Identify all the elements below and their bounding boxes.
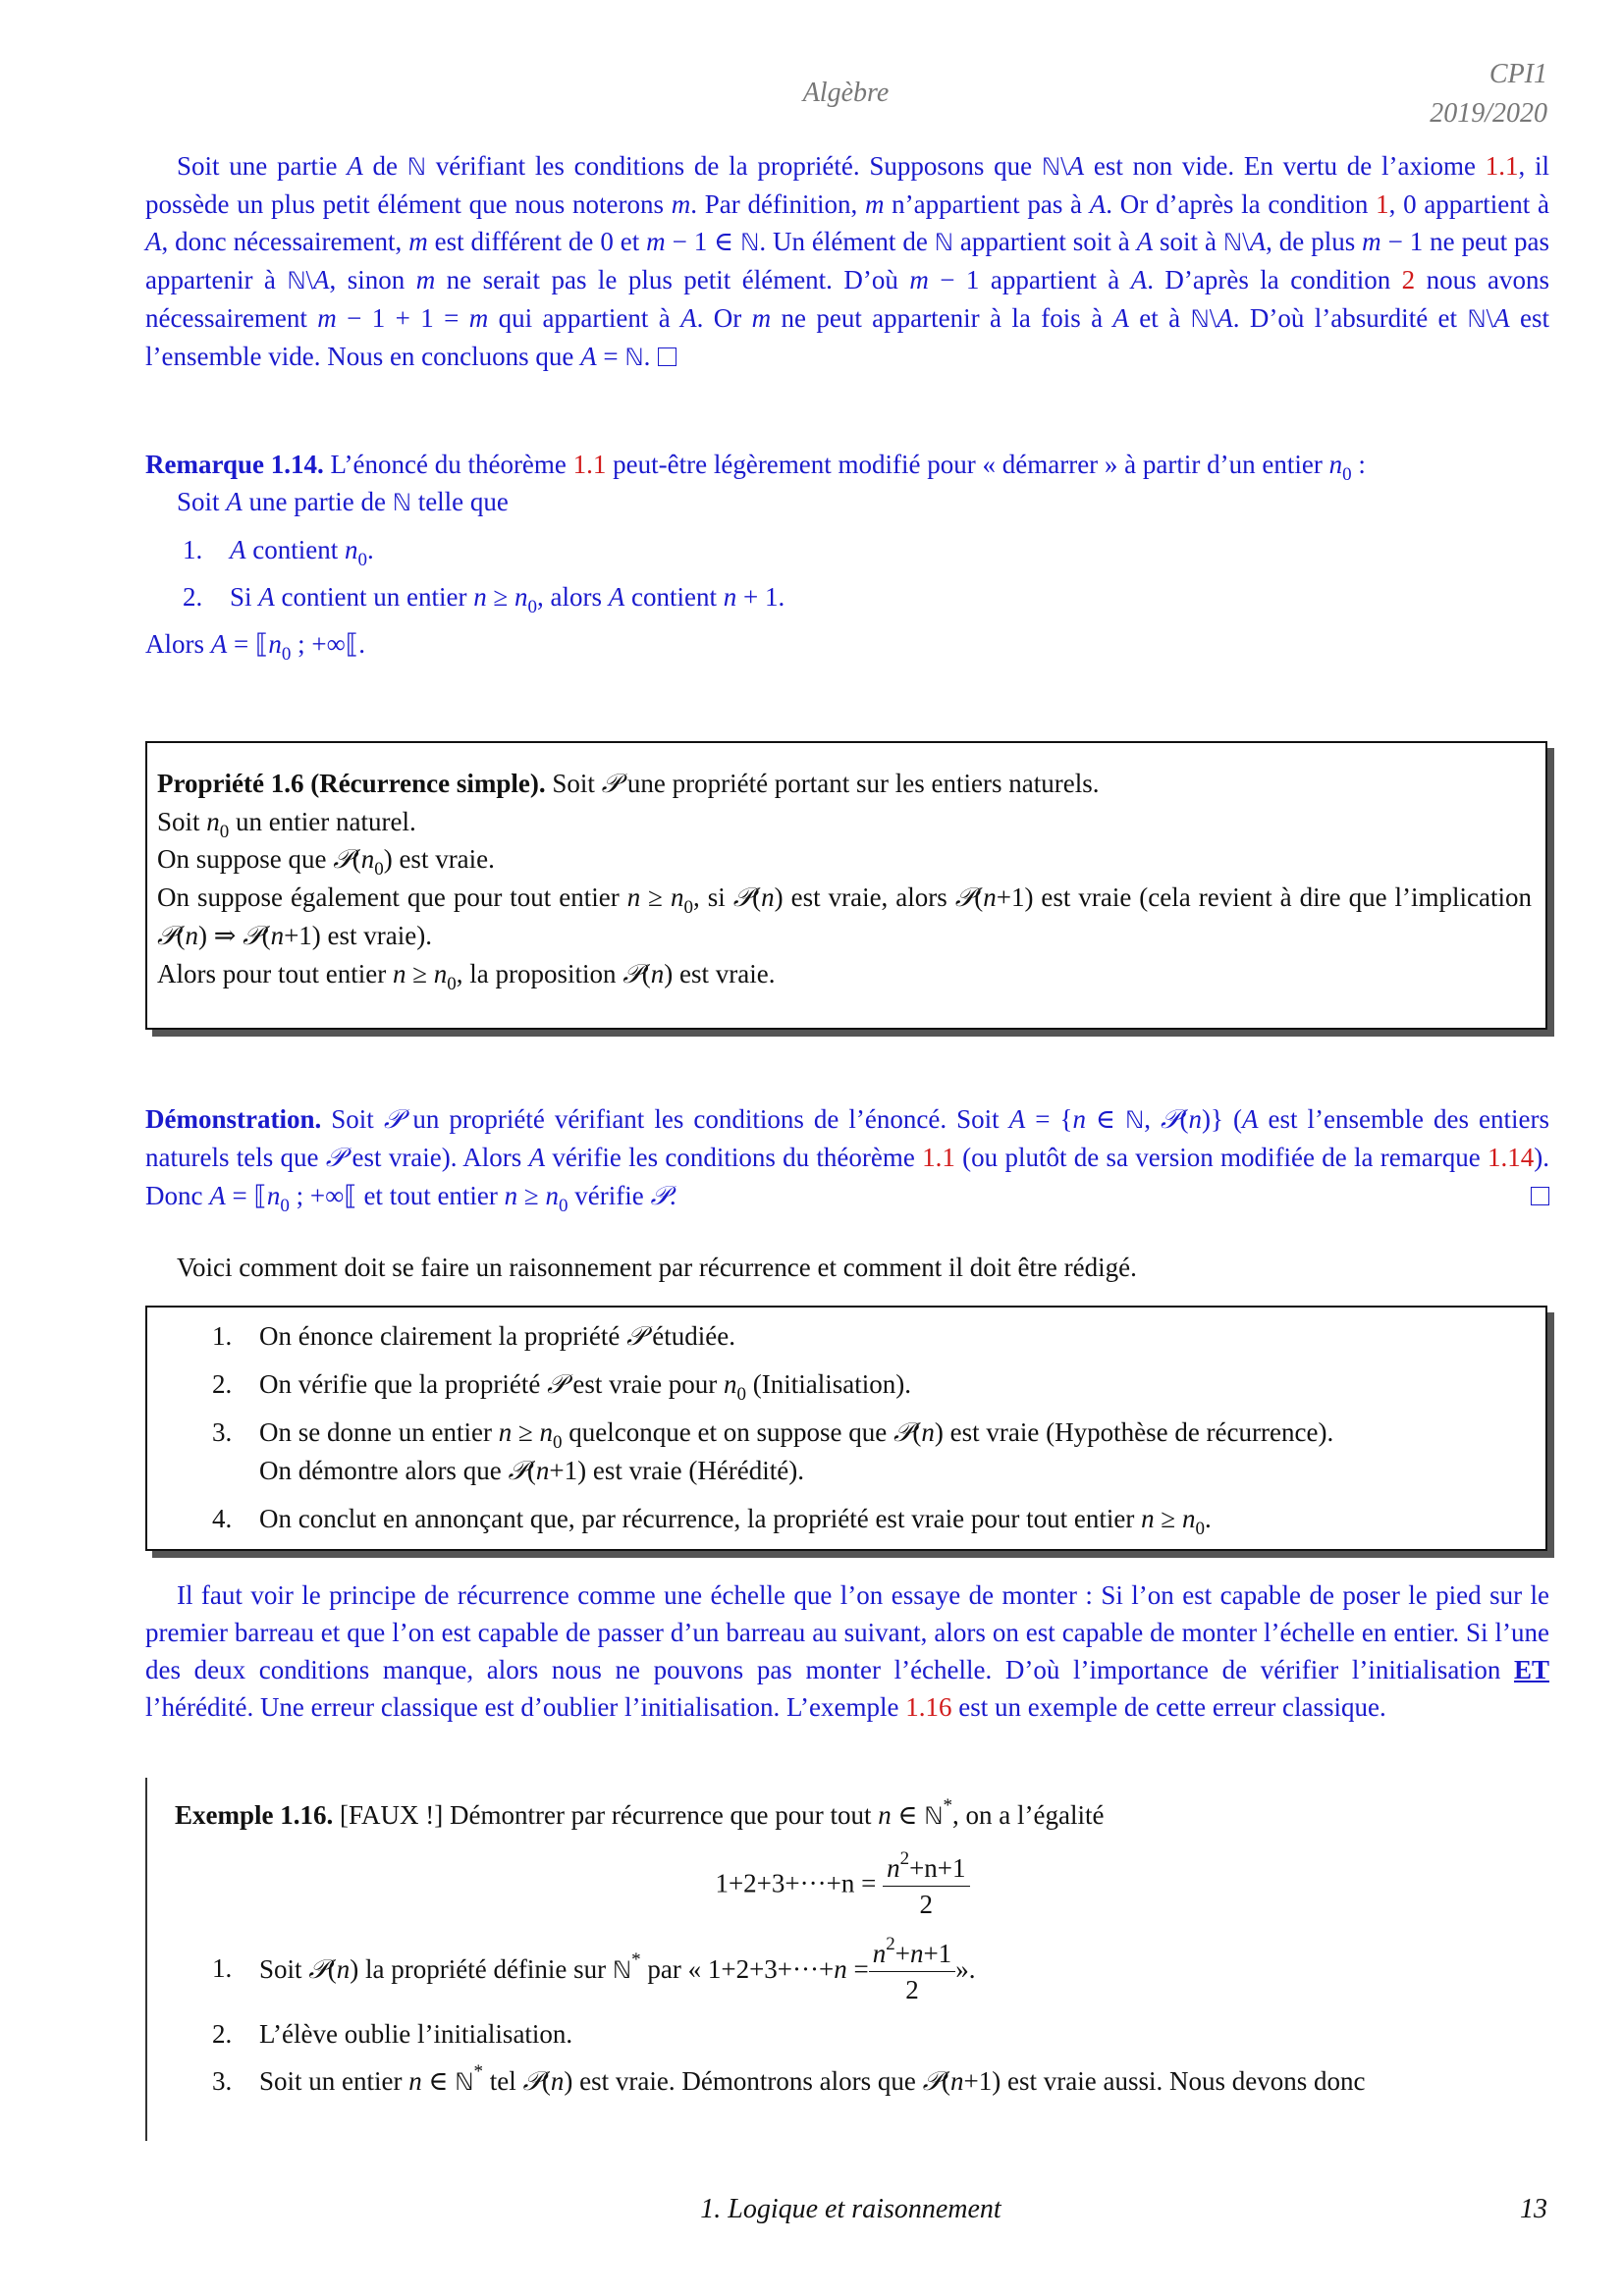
- demo-title: Démonstration.: [145, 1104, 322, 1134]
- remark-block: Remarque 1.14. L’énoncé du théorème 1.1 peut-être légèrement modifié pour « démarrer » à partir d’un entier $n_0$ : Soit A une partie de ℕ telle que 1. A contient $n_0$. 2. Si A contient un entier $n \ge n_0$, alors A contient n + 1. Alors $A = ⟦n_0$ ; +∞⟦.: [145, 446, 1549, 663]
- list-item: 3. Soit un entier n ∈ ℕ* tel 𝒫(n) est vraie. Démontrons alors que 𝒫(n+1) est vraie aussi. Nous devons donc: [212, 2061, 1366, 2097]
- list-item: 3. On se donne un entier $n \ge n_0$ quelconque et on suppose que 𝒫(n) est vraie (Hypothèse de récurrence). On démontre alors que 𝒫(n+1) est vraie (Hérédité).: [212, 1417, 1334, 1486]
- ref-theorem[interactable]: 1.1: [572, 450, 607, 479]
- ref-condition-1[interactable]: 1: [1376, 189, 1389, 219]
- property-box: Propriété 1.6 (Récurrence simple). Soit 𝒫 une propriété portant sur les entiers naturels. Soit $n_0$ un entier naturel. On suppose que $𝒫(n_0)$ est vraie. On suppose également que pour tout entier $n \ge n_0$, si 𝒫(n) est vraie, alors 𝒫(n+1) est vraie (cela revient à dire que l’implication 𝒫(n) ⇒ 𝒫(n+1) est vraie). Alors pour tout entier $n \ge n_0$, la proposition 𝒫(n) est vraie.: [145, 741, 1547, 1030]
- ref-condition-2[interactable]: 2: [1401, 265, 1416, 294]
- ref-axiom[interactable]: 1.1: [1485, 151, 1519, 181]
- header-year: 2019/2020: [1430, 98, 1547, 129]
- list-item: 2. On vérifie que la propriété 𝒫 est vraie pour $n_0$ (Initialisation).: [212, 1369, 912, 1405]
- header-course-block: [1430, 55, 1547, 133]
- example-title: Exemple 1.16.: [175, 1800, 334, 1830]
- ref-theorem-1-1[interactable]: 1.1: [922, 1143, 955, 1172]
- example-block: Exemple 1.16. [FAUX !] Démontrer par récurrence que pour tout n ∈ ℕ*, on a l’égalité 1+2+3+···+n = $\frac{n^2+n+1}{2}$ 1. Soit 𝒫(n) la propriété définie sur ℕ* par « 1+2+3+···+n = $\frac{n^2+n+1}{2}$ ». 2. L’élève oublie l’initialisation. 3. Soit un entier n ∈ ℕ* tel 𝒫(n) est vraie. Démontrons alors que 𝒫(n+1) est vraie aussi. Nous devons donc: [175, 1796, 1549, 2101]
- demonstration-block: Démonstration. Soit 𝒫 un propriété vérifiant les conditions de l’énoncé. Soit A = {n ∈ ℕ, 𝒫(n)} (A est l’ensemble des entiers naturels tels que 𝒫 est vraie). Alors A vérifie les conditions du théorème 1.1 (ou plutôt de sa version modifiée de la remarque 1.14). Donc $A = ⟦n_0$ ; +∞⟦ et tout entier $n \ge n_0$ vérifie 𝒫.: [145, 1104, 1550, 1216]
- qed-box-icon: [1531, 1187, 1549, 1205]
- list-item: 1. On énonce clairement la propriété 𝒫 étudiée.: [212, 1321, 736, 1352]
- ref-example-1-16[interactable]: 1.16: [905, 1692, 952, 1722]
- list-item: 2. Si A contient un entier $n \ge n_0$, alors A contient n + 1.: [183, 582, 785, 617]
- header-course: CPI1: [1488, 59, 1547, 89]
- howto-box: [145, 1306, 1547, 1551]
- qed-box-icon: [658, 347, 676, 366]
- example-left-rule: [145, 1778, 147, 2141]
- list-item: 1. A contient $n_0$.: [183, 535, 374, 570]
- remark-title: Remarque 1.14.: [145, 450, 324, 479]
- footer-chapter: 1. Logique et raisonnement: [700, 2194, 1001, 2224]
- property-title: Propriété 1.6 (Récurrence simple).: [157, 769, 546, 798]
- proof-paragraph: Soit une partie A de ℕ vérifiant les conditions de la propriété. Supposons que ℕ\A est non vide. En vertu de l’axiome 1.1, il possède un plus petit élément que nous noterons m. Par définition, m n’appartient pas à A. Or d’après la condition 1, 0 appartient à A, donc nécessairement, m est différent de 0 et m − 1 ∈ ℕ. Un élément de ℕ appartient soit à A soit à ℕ\A, de plus m − 1 ne peut pas appartenir à ℕ\A, sinon m ne serait pas le plus petit élément. D’où m − 1 appartient à A. D’après la condition 2 nous avons nécessairement m − 1 + 1 = m qui appartient à A. Or m ne peut appartenir à la fois à A et à ℕ\A. D’où l’absurdité et ℕ\A est l’ensemble vide. Nous en concluons que A = ℕ.: [145, 151, 1550, 371]
- list-item: 2. L’élève oublie l’initialisation.: [212, 2019, 573, 2049]
- ladder-paragraph: Il faut voir le principe de récurrence comme une échelle que l’on essaye de monter : Si l’on est capable de poser le pied sur le premier barreau et que l’on est capable de passer d’un barreau au suivant, alors on est capable de monter l’échelle en entier. Si l’une des deux conditions manque, alors nous ne pouvons pas monter l’échelle. D’où l’importance de vérifier l’initialisation ET l’hérédité. Une erreur classique est d’oublier l’initialisation. L’exemple 1.16 est un exemple de cette erreur classique.: [145, 1580, 1549, 1722]
- emphasis-et: ET: [1513, 1655, 1549, 1684]
- page-number: 13: [1520, 2194, 1547, 2224]
- list-item: 4. On conclut en annonçant que, par récurrence, la propriété est vraie pour tout entier $n \ge n_0$.: [212, 1504, 1212, 1539]
- equation: 1+2+3+···+n = $\frac{n^2+n+1}{2}$: [135, 1850, 1549, 1922]
- header-subject: Algèbre: [802, 78, 890, 108]
- howto-intro: Voici comment doit se faire un raisonnement par récurrence et comment il doit être rédigé.: [177, 1253, 1137, 1282]
- ref-remark-1-14[interactable]: 1.14: [1488, 1143, 1535, 1172]
- list-item: 1. Soit 𝒫(n) la propriété définie sur ℕ* par « 1+2+3+···+n = $\frac{n^2+n+1}{2}$ ».: [212, 1934, 976, 2004]
